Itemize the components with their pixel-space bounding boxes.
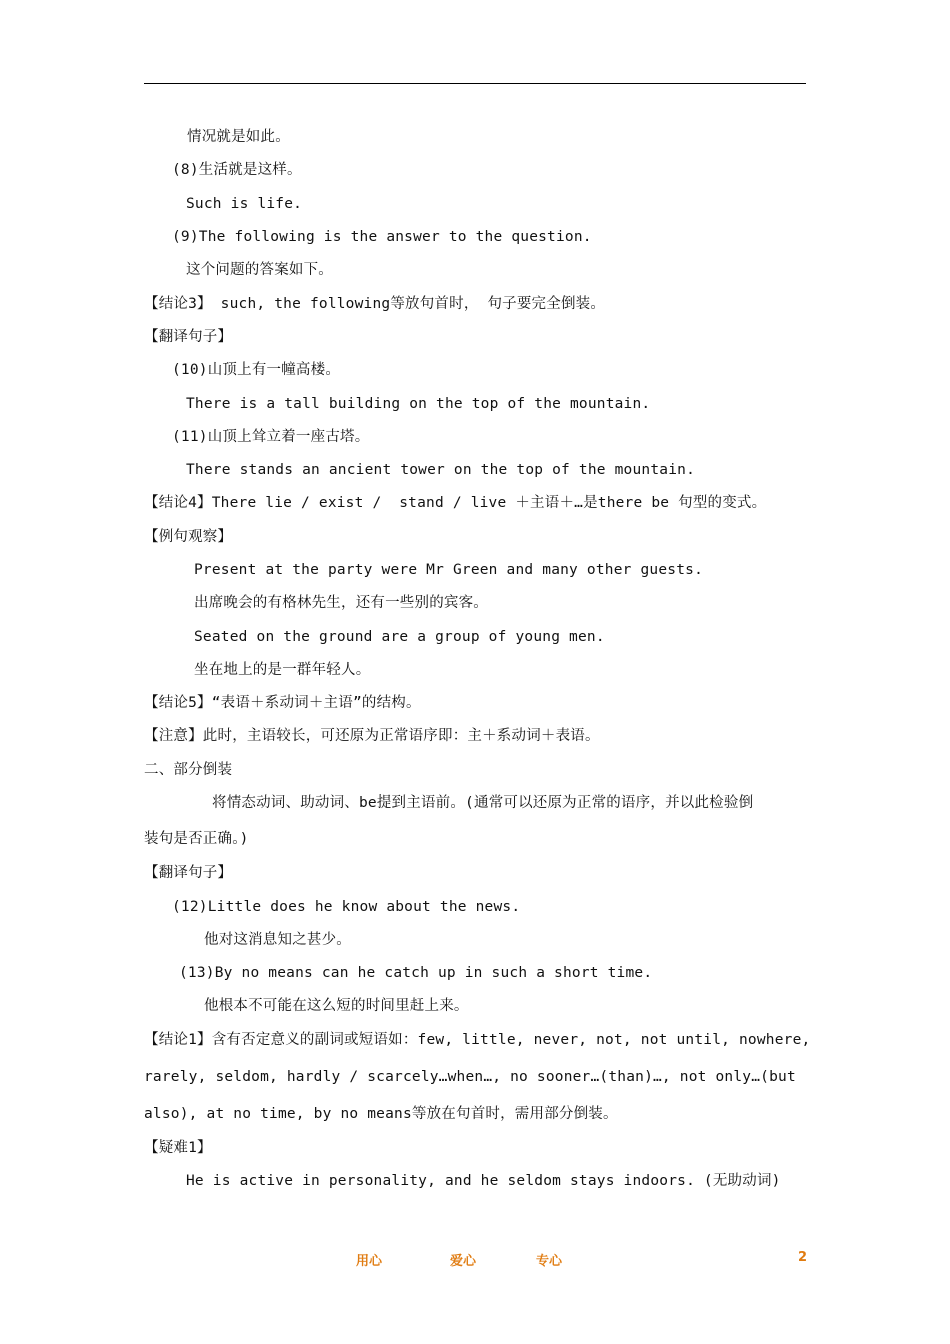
text-line: (12)Little does he know about the news. <box>172 899 521 915</box>
text-line: 这个问题的答案如下。 <box>186 262 333 278</box>
text-line: also), at no time, by no means等放在句首时，需用部分倒装。 <box>144 1106 618 1122</box>
text-line: (9)The following is the answer to the question. <box>172 229 592 245</box>
section-heading: 【翻译句子】 <box>144 329 233 345</box>
text-line: 【注意】此时，主语较长，可还原为正常语序即：主＋系动词＋表语。 <box>144 728 600 744</box>
section-heading: 【疑难1】 <box>144 1140 212 1156</box>
text-line: 他对这消息知之甚少。 <box>204 932 351 948</box>
text-line: (11)山顶上耸立着一座古塔。 <box>172 429 370 445</box>
text-line: 【结论1】含有否定意义的副词或短语如：few, little, never, not, not until, nowhere, <box>144 1032 811 1048</box>
text-line: rarely, seldom, hardly / scarcely…when…, no sooner…(than)…, not only…(but <box>144 1069 796 1085</box>
text-line: 【结论4】There lie / exist / stand / live ＋主语＋…是there be 句型的变式。 <box>144 495 767 511</box>
text-line: 情况就是如此。 <box>187 129 290 145</box>
text-line: 他根本不可能在这么短的时间里赶上来。 <box>204 998 469 1014</box>
text-line: (8)生活就是这样。 <box>172 162 302 178</box>
text-line: Present at the party were Mr Green and many other guests. <box>194 562 703 578</box>
text-line: 【结论5】“表语＋系动词＋主语”的结构。 <box>144 695 421 711</box>
text-line: Such is life. <box>186 196 303 212</box>
text-line: 【结论3】 such, the following等放句首时， 句子要完全倒装。 <box>144 296 606 312</box>
text-line: 装句是否正确。) <box>144 831 249 847</box>
section-heading: 【例句观察】 <box>144 529 233 545</box>
text-line: 出席晚会的有格林先生，还有一些别的宾客。 <box>194 595 488 611</box>
section-heading: 二、部分倒装 <box>144 762 233 778</box>
section-heading: 【翻译句子】 <box>144 865 233 881</box>
header-rule <box>144 83 806 84</box>
text-line: He is active in personality, and he seldom stays indoors. (无助动词) <box>186 1173 781 1189</box>
text-line: Seated on the ground are a group of young men. <box>194 629 605 645</box>
footer-item: 用心 <box>356 1254 383 1269</box>
page-number: 2 <box>798 1250 808 1265</box>
text-line: 将情态动词、助动词、be提到主语前。(通常可以还原为正常的语序，并以此检验倒 <box>212 795 754 811</box>
footer-item: 专心 <box>536 1254 563 1269</box>
footer-item: 爱心 <box>450 1254 477 1269</box>
text-line: (10)山顶上有一幢高楼。 <box>172 362 341 378</box>
text-line: 坐在地上的是一群年轻人。 <box>194 662 371 678</box>
text-line: There is a tall building on the top of the mountain. <box>186 396 651 412</box>
text-line: There stands an ancient tower on the top of the mountain. <box>186 462 695 478</box>
text-line: (13)By no means can he catch up in such a short time. <box>179 965 653 981</box>
